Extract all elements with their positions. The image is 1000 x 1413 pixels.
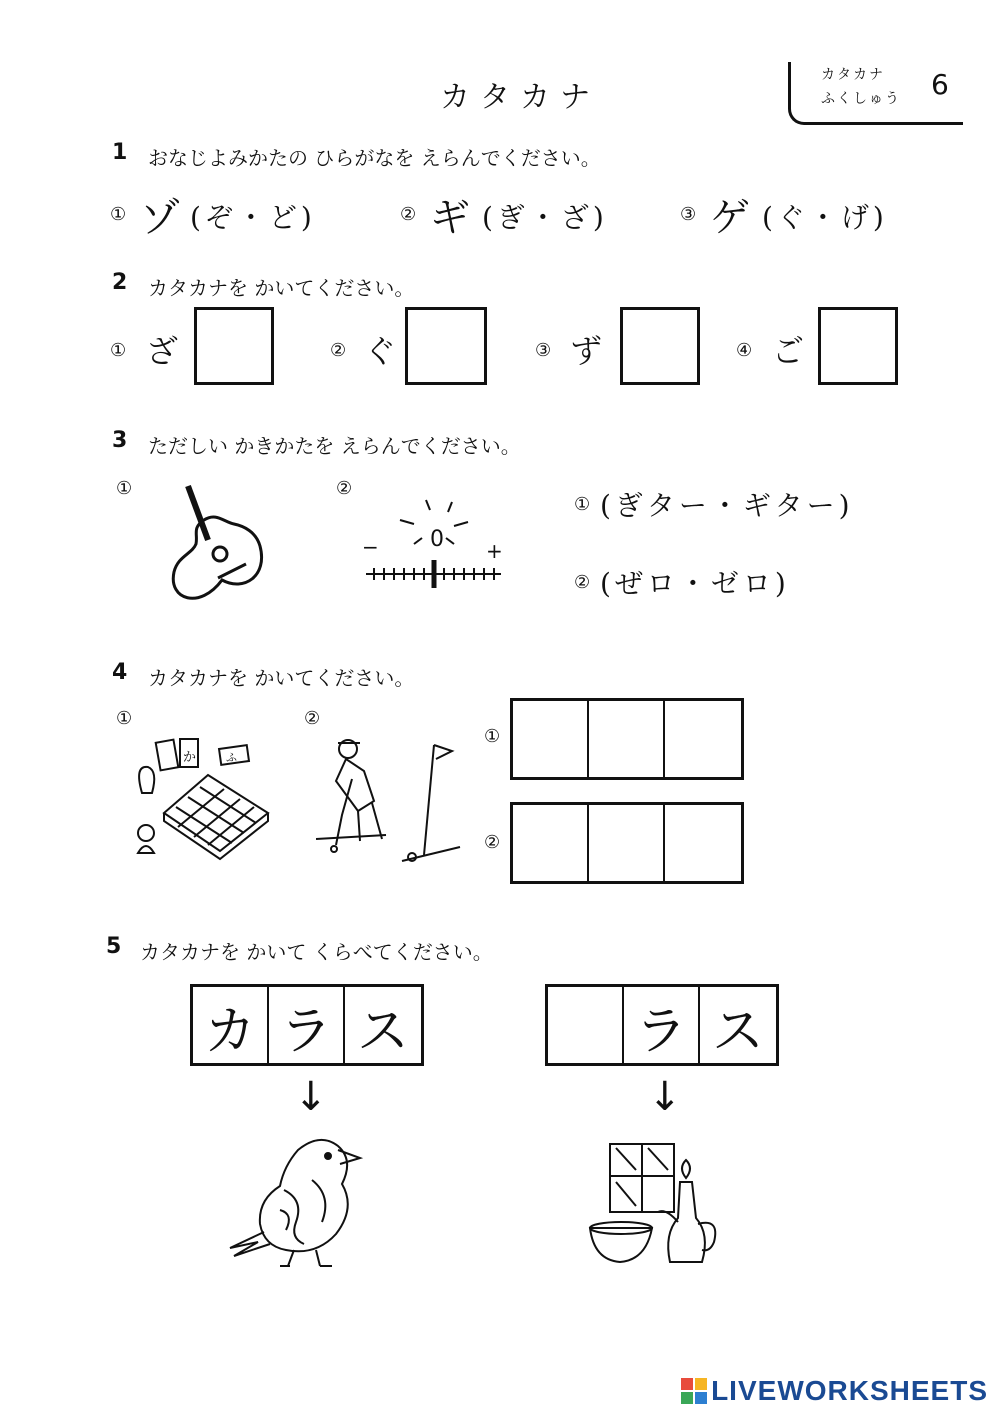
q2-number: 2 <box>112 270 128 295</box>
lesson-tag <box>788 62 963 125</box>
q5-left-cell <box>193 987 269 1063</box>
q4-row2-mark: ② <box>484 832 501 853</box>
q5-left-char: カ <box>203 1002 256 1062</box>
q3-choice1-mark: ① <box>574 494 591 515</box>
q3-picture1-mark: ① <box>116 478 133 499</box>
q4-number: 4 <box>112 660 128 685</box>
golfer-icon <box>316 735 466 865</box>
zero-number-line-icon <box>356 492 506 592</box>
q1-item3-options[interactable]: (ぐ・げ) <box>762 201 888 234</box>
game-card-label-2: ふ <box>226 751 237 764</box>
q3-instruction: ただしい かきかたを えらんでください。 <box>148 434 521 458</box>
q1-item3-mark: ③ <box>680 204 697 225</box>
q3-choice2-options[interactable]: (ぜロ・ゼロ) <box>600 567 790 600</box>
numberline-minus-label: − <box>362 535 379 559</box>
game-card-label: か <box>183 750 197 765</box>
q4-row2-cell[interactable] <box>665 805 741 881</box>
q4-row1-cell[interactable] <box>513 701 589 777</box>
q4-row1-cell[interactable] <box>665 701 741 777</box>
q3-picture2-mark: ② <box>336 478 353 499</box>
q4-picture2-mark: ② <box>304 708 321 729</box>
q2-item2-hiragana: ぐ <box>364 332 397 370</box>
q1-item3-katakana: ゲ <box>710 195 750 241</box>
q3-choice2-mark: ② <box>574 572 591 593</box>
down-arrow-icon: ↓ <box>294 1074 328 1120</box>
q4-instruction: カタカナを かいてください。 <box>148 666 415 690</box>
q4-row2-cell[interactable] <box>589 805 665 881</box>
q1-instruction: おなじよみかたの ひらがなを えらんでください。 <box>148 146 601 170</box>
q2-item4-answer-box[interactable] <box>818 307 898 385</box>
q5-instruction: カタカナを かいて くらべてください。 <box>140 940 493 964</box>
liveworksheets-logo <box>681 1375 988 1407</box>
q5-right-char: ス <box>711 1002 764 1062</box>
q2-item3-mark: ③ <box>535 340 552 361</box>
q5-left-char: ス <box>356 1002 409 1062</box>
lesson-tag-line2: ふくしゅう <box>821 91 901 107</box>
q2-item2-answer-box[interactable] <box>405 307 487 385</box>
down-arrow-icon: ↓ <box>648 1074 682 1120</box>
q3-number: 3 <box>112 428 128 453</box>
q5-left-cell <box>345 987 421 1063</box>
q2-item3-hiragana: ず <box>570 332 603 370</box>
q5-number: 5 <box>106 934 122 959</box>
q2-item1-hiragana: ざ <box>146 332 179 370</box>
lesson-number: 6 <box>931 68 949 101</box>
q1-item1-katakana: ゾ <box>140 195 180 241</box>
worksheet-title: カタカナ <box>440 80 600 115</box>
q1-number: 1 <box>112 140 128 165</box>
q1-item2-katakana: ギ <box>430 195 470 241</box>
liveworksheets-mark-icon <box>681 1378 707 1404</box>
q5-right-cell <box>624 987 700 1063</box>
q2-item4-mark: ④ <box>736 340 753 361</box>
q5-left-char: ラ <box>279 1002 332 1062</box>
q2-item2-mark: ② <box>330 340 347 361</box>
q4-row2-cell[interactable] <box>513 805 589 881</box>
q4-picture1-mark: ① <box>116 708 133 729</box>
q1-item2-mark: ② <box>400 204 417 225</box>
q4-row1-mark: ① <box>484 726 501 747</box>
q2-item1-answer-box[interactable] <box>194 307 274 385</box>
q2-item3-answer-box[interactable] <box>620 307 700 385</box>
q2-item1-mark: ① <box>110 340 127 361</box>
q3-choice1-options[interactable]: (ぎター・ギター) <box>600 489 854 522</box>
q5-right-word-grid <box>545 984 779 1066</box>
q4-row2-grid <box>510 802 744 884</box>
q4-row1-cell[interactable] <box>589 701 665 777</box>
q2-instruction: カタカナを かいてください。 <box>148 276 415 300</box>
q1-item1-mark: ① <box>110 204 127 225</box>
q5-right-cell <box>700 987 776 1063</box>
crow-bird-icon <box>224 1130 384 1270</box>
numberline-zero-label: 0 <box>430 527 444 552</box>
liveworksheets-brand-text: LIVEWORKSHEETS <box>711 1375 988 1406</box>
q1-item2-options[interactable]: (ぎ・ざ) <box>482 201 608 234</box>
lesson-tag-line1: カタカナ <box>821 67 885 83</box>
guitar-icon <box>160 480 280 615</box>
go-board-game-icon <box>128 735 276 863</box>
numberline-plus-label: + <box>486 539 503 563</box>
q1-item1-options[interactable]: (ぞ・ど) <box>190 201 316 234</box>
q5-right-answer-cell[interactable] <box>548 987 624 1063</box>
q5-right-char: ラ <box>634 1002 687 1062</box>
q4-row1-grid <box>510 698 744 780</box>
q2-item4-hiragana: ご <box>772 332 805 370</box>
q5-left-word-grid <box>190 984 424 1066</box>
glass-window-bowl-pitcher-icon <box>586 1138 726 1268</box>
q5-left-cell <box>269 987 345 1063</box>
